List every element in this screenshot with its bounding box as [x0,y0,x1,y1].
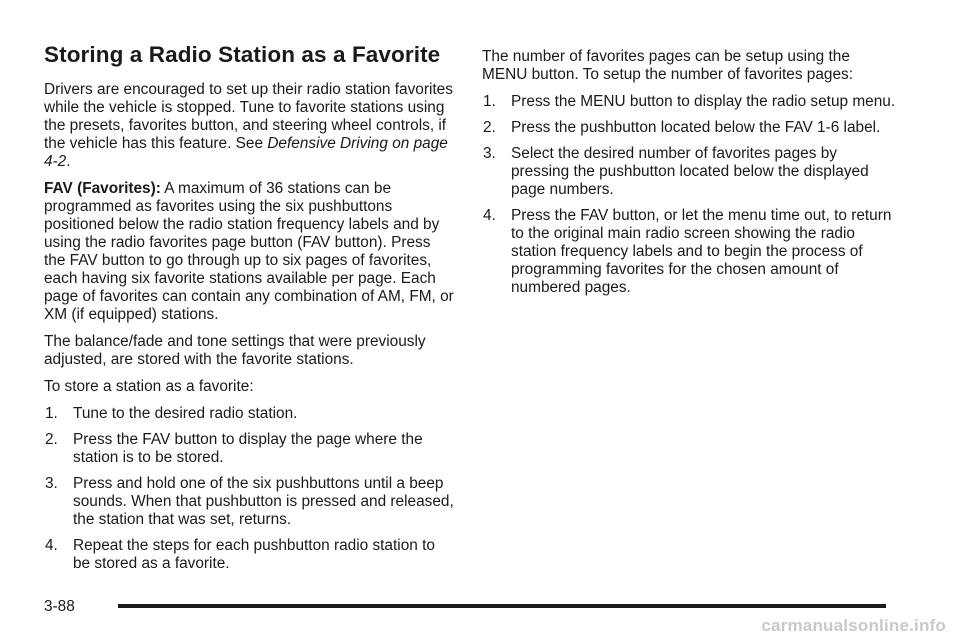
list-item [44,475,454,529]
step-number: 2. [483,119,496,136]
step-text: Tune to the desired radio station. [73,405,298,422]
fav-text: A maximum of 36 stations can be programmed as favorites using the six pushbuttons positioned below the radio station frequency labels and by using the radio favorites page button (FAV button). Press the FAV button to go through up to six pages of favorites, each having six favorite stations available per page. Each page of favorites can contain any combination of AM, FM, or XM (if equipped) stations. [44,180,454,323]
step-number: 1. [483,93,496,110]
intro-end: . [66,153,71,170]
list-item [44,537,454,573]
balance-paragraph: The balance/fade and tone settings that were previously adjusted, are stored with the favorite stations. [44,333,426,368]
step-text: Press the FAV button to display the page where the station is to be stored. [73,431,423,466]
list-item [482,145,898,199]
store-steps-list [44,405,454,573]
store-intro: To store a station as a favorite: [44,378,254,395]
step-text: Press the FAV button, or let the menu time out, to return to the original main radio screen showing the radio station frequency labels and to begin the process of programming favorites for the chosen amount of numbered pages. [511,207,892,296]
right-column [482,48,898,306]
step-number: 1. [45,405,58,422]
list-item [44,405,454,423]
step-number: 4. [483,207,496,224]
step-number: 3. [45,475,58,492]
list-item [482,119,898,137]
pages-intro: The number of favorites pages can be setup using the MENU button. To setup the number of favorites pages: [482,48,854,83]
page-number: 3-88 [44,598,75,615]
list-item [482,207,898,297]
pages-steps-list [482,93,898,297]
watermark: carmanualsonline.info [761,616,946,635]
step-number: 4. [45,537,58,554]
step-text: Press the pushbutton located below the FAV 1-6 label. [511,119,881,136]
left-column [44,44,454,582]
step-text: Press and hold one of the six pushbuttons until a beep sounds. When that pushbutton is pressed and released, the station that was set, returns. [73,475,454,528]
list-item [44,431,454,467]
step-text: Repeat the steps for each pushbutton radio station to be stored as a favorite. [73,537,435,572]
cross-reference-link[interactable]: Defensive Driving on page 4-2 [44,135,448,170]
fav-label: FAV (Favorites): [44,180,161,197]
footer-rule [118,604,886,608]
step-text: Press the MENU button to display the radio setup menu. [511,93,896,110]
section-heading: Storing a Radio Station as a Favorite [44,42,441,67]
list-item [482,93,898,111]
intro-text: Drivers are encouraged to set up their radio station favorites while the vehicle is stopped. Tune to favorite stations using the presets, favorites button, and steering wheel controls, if the vehicle has this feature. See [44,81,453,152]
fav-paragraph [44,180,454,324]
step-text: Select the desired number of favorites pages by pressing the pushbutton located below the displayed page numbers. [511,145,869,198]
intro-paragraph [44,81,454,171]
step-number: 2. [45,431,58,448]
step-number: 3. [483,145,496,162]
